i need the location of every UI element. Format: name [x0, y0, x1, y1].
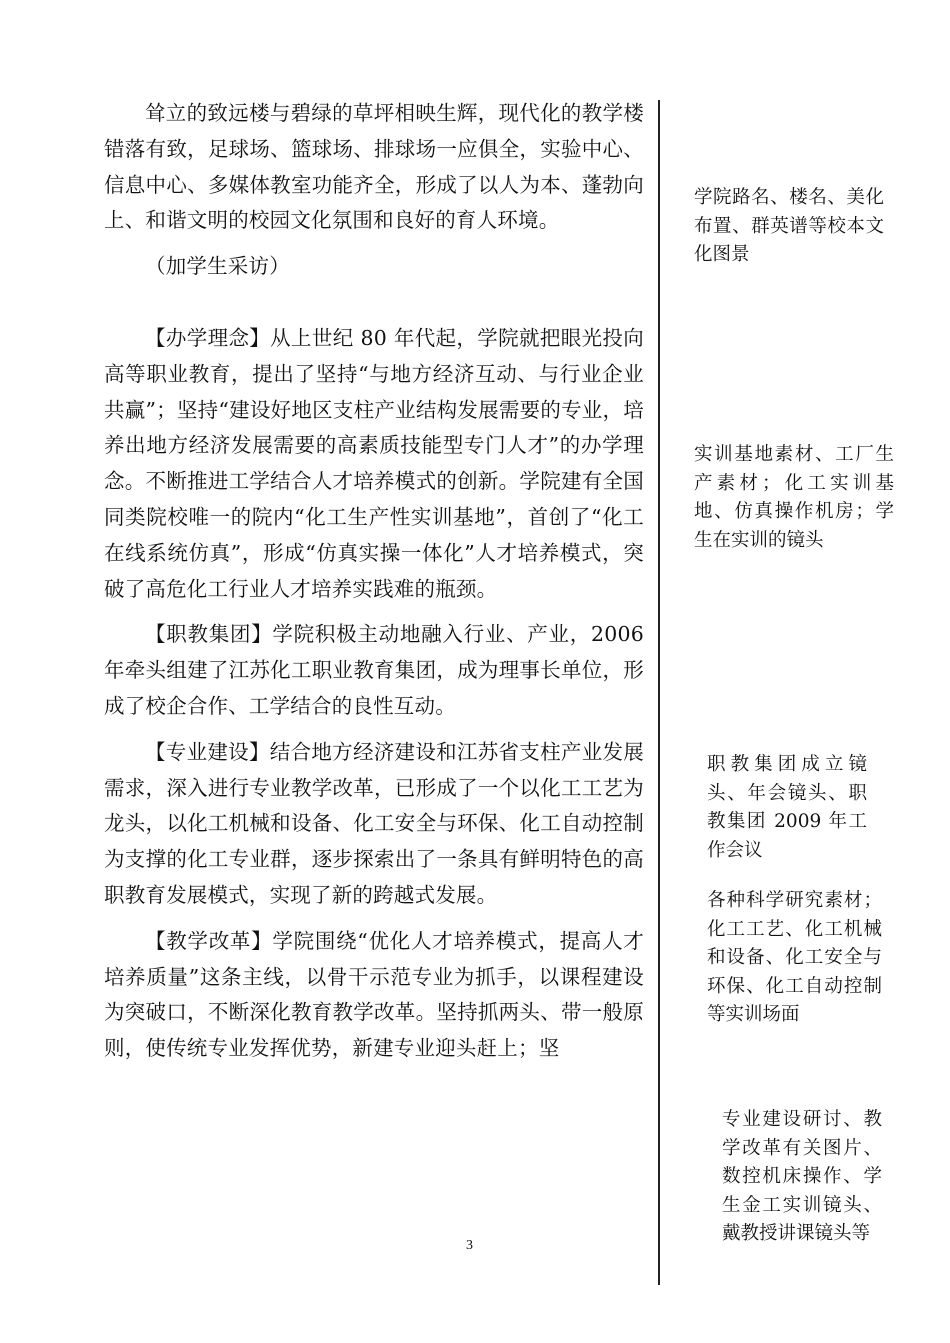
spacer [104, 239, 644, 249]
paragraph-vocational-group: 【职教集团】学院积极主动地融入行业、产业，2006 年牵头组建了江苏化工职业教育集团，成为理事长单位，形成了校企合作、工学结合的良性互动。 [104, 622, 644, 718]
spacer [104, 285, 644, 321]
spacer [104, 725, 644, 735]
paragraph-major-construction: 【专业建设】结合地方经济建设和江苏省支柱产业发展需求，深入进行专业教学改革，已形成了一个以化工工艺为龙头，以化工机械和设备、化工安全与环保、化工自动控制为支撑的化工专业群，逐步探索出了一条具有鲜明特色的高职教育发展模式，实现了新的跨越式发展。 [104, 739, 644, 907]
spacer [104, 914, 644, 924]
page-number: 3 [466, 1238, 473, 1253]
side-note-teaching-reform: 专业建设研讨、教学改革有关图片、数控机床操作、学生金工实训镜头、戴教授讲课镜头等 [722, 1109, 882, 1244]
side-note-campus-culture: 学院路名、楼名、美化布置、群英谱等校本文化图景 [694, 187, 884, 265]
paragraph-student-interview-note: （加学生采访） [145, 254, 290, 279]
side-note-research-materials: 各种科学研究素材；化工工艺、化工机械和设备、化工安全与环保、化工自动控制等实训场面 [707, 890, 882, 1025]
side-note-training-base: 实训基地素材、工厂生产素材；化工实训基地、仿真操作机房；学生在实训的镜头 [694, 444, 894, 551]
paragraph-education-philosophy: 【办学理念】从上世纪 80 年代起，学院就把眼光投向高等职业教育，提出了坚持“与地方经济互动、与行业企业共赢”；坚持“建设好地区支柱产业结构发展需要的专业，培养出地方经济发展需要的高素质技能型专门人才”的办学理念。不断推进工学结合人才培养模式的创新。学院建有全国同类院校唯一的院内“化工生产性实训基地”，首创了“化工在线系统仿真”，形成“仿真实操一体化”人才培养模式，突破了高危化工行业人才培养实践难的瓶颈。 [104, 325, 644, 601]
column-divider [658, 100, 660, 1285]
paragraph-teaching-reform: 【教学改革】学院围绕“优化人才培养模式，提高人才培养质量”这条主线，以骨干示范专业为抓手，以课程建设为突破口，不断深化教育教学改革。坚持抓两头、带一般原则，使传统专业发挥优势，新建专业迎头赶上；坚 [104, 928, 644, 1061]
side-note-vocational-group: 职教集团成立镜头、年会镜头、职教集团 2009 年工作会议 [707, 754, 867, 861]
main-text-column [104, 96, 644, 1067]
paragraph-campus-environment: 耸立的致远楼与碧绿的草坪相映生辉，现代化的教学楼错落有致，足球场、篮球场、排球场一应俱全，实验中心、信息中心、多媒体教室功能齐全，形成了以人为本、蓬勃向上、和谐文明的校园文化氛围和良好的育人环境。 [104, 101, 644, 233]
spacer [104, 607, 644, 617]
